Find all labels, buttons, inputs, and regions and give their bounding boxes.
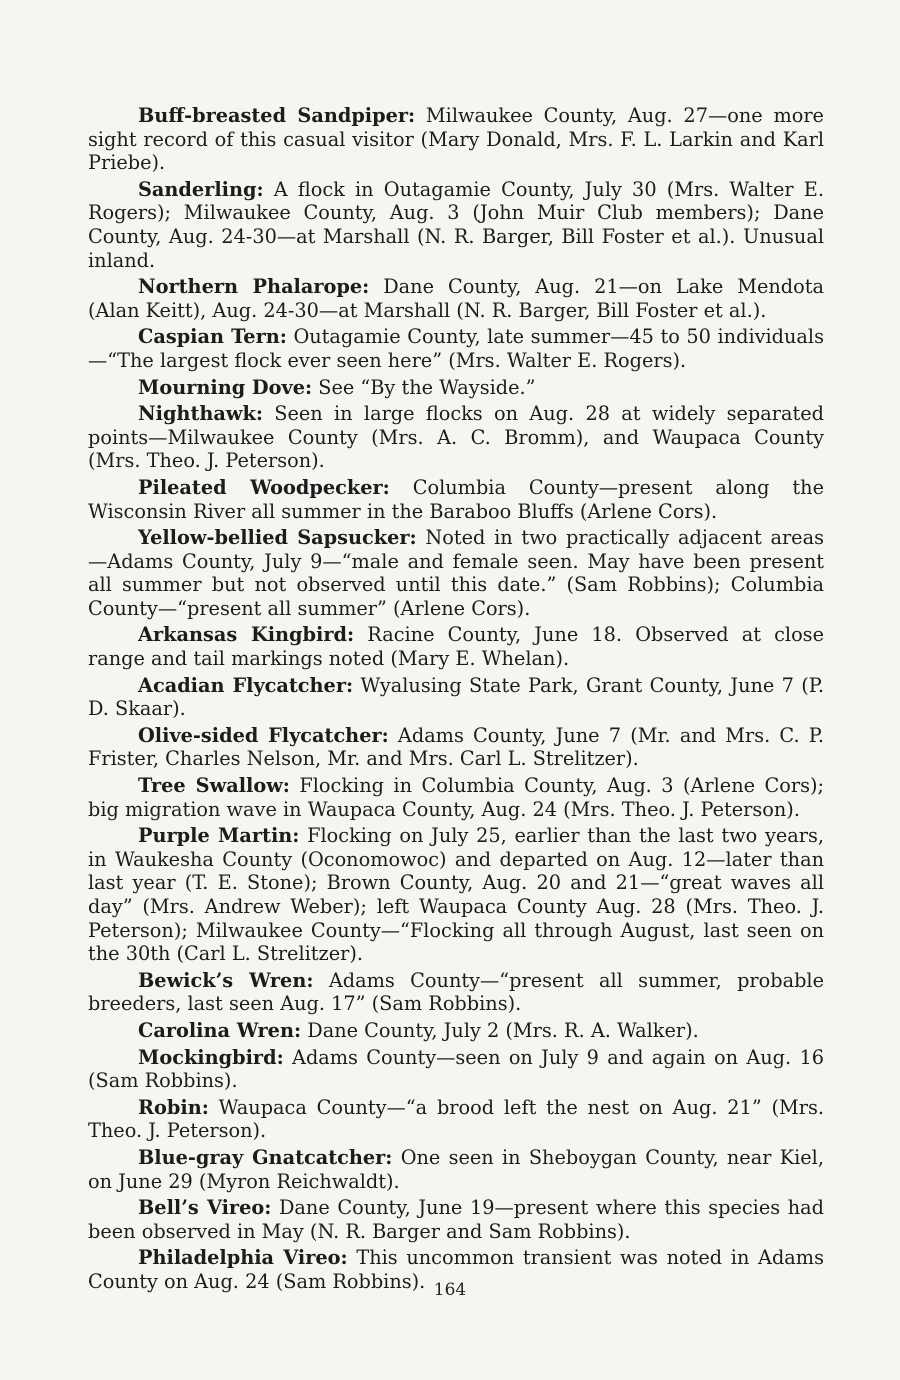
record-entry [88, 724, 824, 771]
record-entry [88, 402, 824, 473]
record-entry [88, 104, 824, 175]
record-text: Wyalusing State Park, Grant County, June 7 (P. D. Skaar). [88, 673, 824, 721]
record-text: A flock in Outagamie County, July 30 (Mrs. Walter E. Rogers); Milwaukee County, Aug. 3 (John Muir Club members); Dane County, Aug. 24-30—at Marshall (N. R. Barger, Bill Foster et al.). Unusual inland. [88, 177, 824, 272]
species-name: Yellow-bellied Sapsucker: [138, 526, 417, 550]
species-name: Northern Phalarope: [138, 275, 370, 299]
species-name: Nighthawk: [138, 402, 263, 426]
record-text: Adams County—seen on July 9 and again on Aug. 16 (Sam Robbins). [88, 1045, 824, 1093]
record-entry [88, 674, 824, 721]
record-entry [88, 623, 824, 670]
record-text: Noted in two practically adjacent areas—Adams County, July 9—“male and female seen. May have been present all summer but not observed until this date.” (Sam Robbins); Columbia County—“present all summer” (Arlene Cors). [88, 526, 824, 620]
record-text: Outagamie County, late summer—45 to 50 individuals—“The largest flock ever seen here” (Mrs. Walter E. Rogers). [88, 325, 824, 372]
record-text: This uncommon transient was noted in Adams County on Aug. 24 (Sam Robbins). [88, 1246, 824, 1293]
species-name: Mockingbird: [138, 1045, 284, 1069]
record-text: Milwaukee County, Aug. 27—one more sight record of this casual visitor (Mary Donald, Mrs. F. L. Larkin and Karl Priebe). [88, 104, 824, 175]
record-entry [88, 476, 824, 523]
species-name: Caspian Tern: [138, 325, 287, 349]
species-name: Carolina Wren: [138, 1018, 302, 1042]
species-name: Philadelphia Vireo: [138, 1246, 348, 1270]
record-text: Flocking in Columbia County, Aug. 3 (Arlene Cors); big migration wave in Waupaca County, Aug. 24 (Mrs. Theo. J. Peterson). [88, 774, 824, 821]
species-name: Tree Swallow: [138, 774, 290, 798]
species-name: Arkansas Kingbird: [138, 623, 355, 647]
record-entry [88, 774, 824, 821]
species-name: Bell’s Vireo: [138, 1196, 272, 1220]
species-name: Sanderling: [138, 177, 264, 201]
record-text: Seen in large flocks on Aug. 28 at widely separated points—Milwaukee County (Mrs. A. C. Bromm), and Waupaca County (Mrs. Theo. J. Peterson). [88, 402, 824, 473]
record-text: One seen in Sheboygan County, near Kiel, on June 29 (Myron Reichwaldt). [88, 1145, 824, 1193]
species-name: Robin: [138, 1095, 209, 1119]
record-entry [88, 1146, 824, 1193]
species-name: Acadian Flycatcher: [138, 673, 354, 697]
species-name: Mourning Dove: [138, 375, 313, 399]
record-text: Adams County, June 7 (Mr. and Mrs. C. P. Frister, Charles Nelson, Mr. and Mrs. Carl L. Strelitzer). [88, 723, 824, 771]
species-name: Bewick’s Wren: [138, 968, 314, 992]
records-list [88, 104, 824, 1297]
record-entry [88, 178, 824, 272]
species-name: Buff-breasted Sandpiper: [138, 104, 416, 127]
species-name: Blue-gray Gnatcatcher: [138, 1145, 393, 1169]
record-entry [88, 1096, 824, 1143]
record-text: Waupaca County—“a brood left the nest on Aug. 21” (Mrs. Theo. J. Peterson). [88, 1095, 825, 1143]
record-entry [88, 376, 824, 400]
record-entry [88, 1196, 824, 1243]
species-name: Olive-sided Flycatcher: [138, 723, 389, 747]
page-number: 164 [433, 1280, 467, 1300]
record-entry [88, 526, 824, 620]
species-name: Pileated Woodpecker: [138, 475, 390, 499]
record-entry [88, 1019, 824, 1043]
species-name: Purple Martin: [138, 824, 300, 848]
record-entry [88, 1046, 824, 1093]
record-text: Flocking on July 25, earlier than the last two years, in Waukesha County (Oconomowoc) and departed on Aug. 12—later than last year (T. E. Stone); Brown County, Aug. 20 and 21—“great waves all day” (Mrs. Andrew Weber); left Waupaca County Aug. 28 (Mrs. Theo. J. Peterson); Milwaukee County—“Flocking all through August, last seen on the 30th (Carl L. Strelitzer). [88, 824, 824, 966]
record-text: Racine County, June 18. Observed at close range and tail markings noted (Mary E. Whelan). [88, 623, 824, 671]
record-entry [88, 824, 824, 966]
record-text: Dane County, Aug. 21—on Lake Mendota (Alan Keitt), Aug. 24-30—at Marshall (N. R. Barger, Bill Foster et al.). [88, 275, 824, 322]
record-text: Dane County, June 19—present where this species had been observed in May (N. R. Barger and Sam Robbins). [88, 1196, 825, 1243]
record-text: Dane County, July 2 (Mrs. R. A. Walker). [307, 1018, 699, 1042]
record-entry [88, 969, 824, 1016]
record-text: Columbia County—present along the Wisconsin River all summer in the Baraboo Bluffs (Arlene Cors). [88, 475, 824, 523]
record-entry [88, 325, 824, 372]
record-text: See “By the Wayside.” [318, 375, 536, 399]
record-text: Adams County—“present all summer, probable breeders, last seen Aug. 17” (Sam Robbins). [88, 968, 824, 1016]
record-entry [88, 275, 824, 322]
